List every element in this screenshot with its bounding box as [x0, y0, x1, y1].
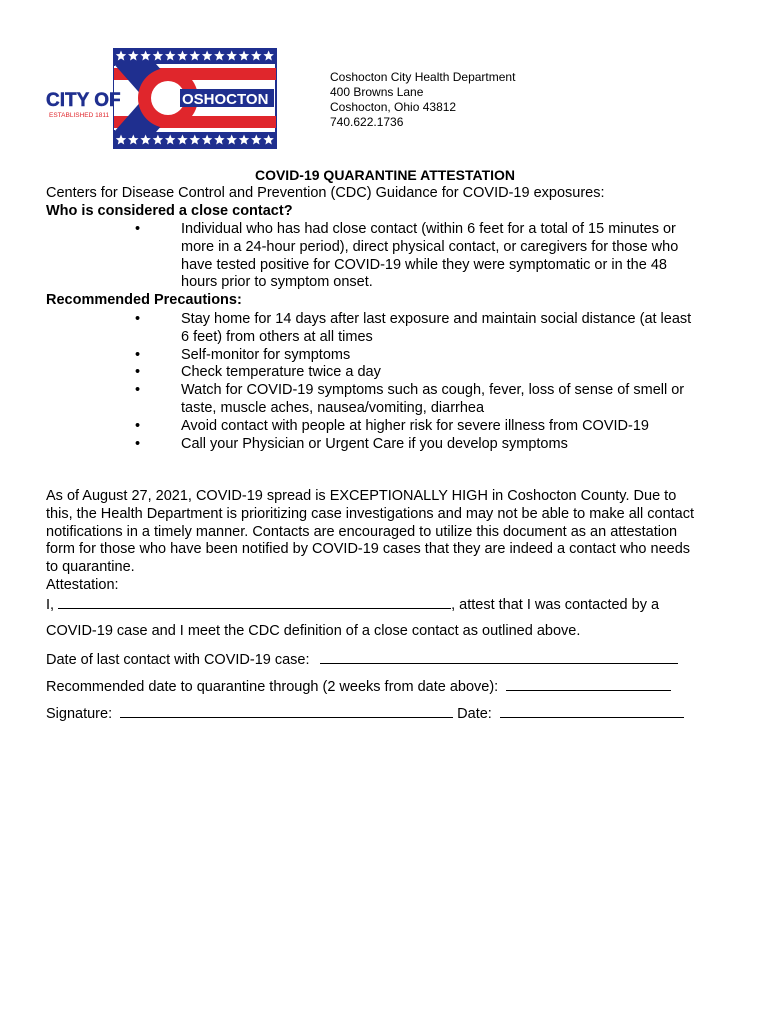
list-item-text: Self-monitor for symptoms — [181, 346, 351, 363]
list-item-text: Call your Physician or Urgent Care if you develop symptoms — [181, 435, 568, 452]
date-label: Date: — [457, 706, 492, 722]
notice-line: As of August 27, 2021, COVID-19 spread is EXCEPTIONALLY HIGH in Coshocton County. Due to — [46, 488, 677, 504]
document-title: COVID-19 QUARANTINE ATTESTATION — [254, 167, 516, 183]
list-item-text: more in a 24-hour period), direct physical contact, or caregivers for those who — [181, 238, 679, 255]
signature-row — [46, 704, 684, 724]
list-item — [46, 311, 721, 347]
list-item-text: Watch for COVID-19 symptoms such as cough, fever, loss of sense of smell or — [181, 382, 685, 399]
close-contact-heading: Who is considered a close contact? — [46, 203, 293, 219]
precautions-list — [46, 311, 721, 453]
last-contact-label: Date of last contact with COVID-19 case: — [46, 652, 310, 668]
bullet-icon: • — [135, 221, 141, 237]
notice-line: notifications in a timely manner. Contacts are encouraged to utilize this document as an attestation — [46, 523, 678, 540]
bullet-icon: • — [135, 435, 141, 452]
notice-line: to quarantine. — [46, 559, 135, 576]
city-of-coshocton-logo — [46, 48, 278, 150]
attestation-continuation: COVID-19 case and I meet the CDC definition of a close contact as outlined above. — [46, 623, 581, 639]
quarantine-date-field[interactable] — [506, 677, 671, 691]
attestation-name-line — [46, 595, 736, 615]
address-phone: 740.622.1736 — [330, 115, 404, 129]
notice-line: form for those who have been notified by COVID-19 cases that they are indeed a contact who needs — [46, 541, 691, 558]
signature-field[interactable] — [120, 704, 453, 718]
signature-label: Signature: — [46, 706, 113, 722]
list-item-text: Stay home for 14 days after last exposure and maintain social distance (at least — [181, 311, 692, 327]
logo-city-of-text: CITY OF — [46, 90, 121, 111]
address-line-2: 400 Browns Lane — [330, 85, 424, 99]
notice-line: this, the Health Department is prioritizing case investigations and may not be able to make all contact — [46, 505, 695, 522]
notice-paragraph — [46, 488, 736, 615]
attestation-label: Attestation: — [46, 576, 119, 593]
list-item-text: taste, muscle aches, nausea/vomiting, diarrhea — [181, 399, 485, 416]
precautions-heading: Recommended Precautions: — [46, 292, 242, 308]
list-item-text: have tested positive for COVID-19 while they were symptomatic or in the 48 — [181, 256, 667, 273]
list-item-text: 6 feet) from others at all times — [181, 328, 373, 345]
bullet-icon: • — [135, 346, 141, 363]
address-line-1: Coshocton City Health Department — [330, 70, 516, 84]
i-prefix: I, — [46, 596, 55, 613]
list-item-text: Individual who has had close contact (within 6 feet for a total of 15 minutes or — [181, 221, 676, 237]
list-item — [46, 364, 721, 382]
list-item — [46, 436, 721, 454]
bullet-icon: • — [135, 417, 141, 434]
list-item — [46, 347, 721, 365]
logo-established-text: ESTABLISHED 1811 — [49, 112, 110, 119]
list-item — [46, 418, 721, 436]
quarantine-row — [46, 677, 671, 697]
list-item-text: Check temperature twice a day — [181, 364, 381, 381]
quarantine-label: Recommended date to quarantine through (2 weeks from date above): — [46, 679, 499, 695]
bullet-icon: • — [135, 311, 141, 327]
logo-name-text: OSHOCTON — [182, 91, 269, 108]
date-field[interactable] — [500, 704, 684, 718]
bullet-icon: • — [135, 382, 141, 399]
address-line-3: Coshocton, Ohio 43812 — [330, 100, 457, 114]
list-item — [46, 221, 721, 292]
last-contact-date-field[interactable] — [320, 650, 678, 664]
list-item-text: hours prior to symptom onset. — [181, 274, 373, 291]
close-contact-list — [46, 221, 721, 292]
department-address — [330, 70, 515, 130]
guidance-intro: Centers for Disease Control and Prevention (CDC) Guidance for COVID-19 exposures: — [46, 185, 605, 201]
last-contact-row — [46, 650, 678, 670]
list-item-text: Avoid contact with people at higher risk for severe illness from COVID-19 — [181, 417, 649, 434]
list-item — [46, 382, 721, 418]
attest-suffix: , attest that I was contacted by a — [451, 596, 660, 613]
name-field[interactable] — [58, 595, 451, 609]
bullet-icon: • — [135, 364, 141, 381]
